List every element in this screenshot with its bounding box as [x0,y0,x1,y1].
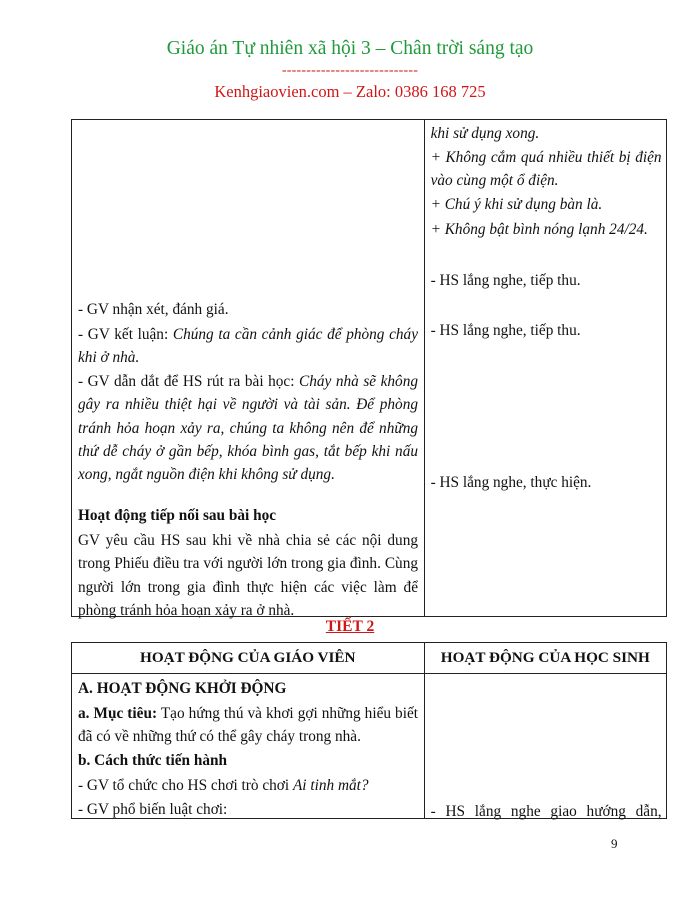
table-header-row [72,643,667,674]
header-contact: Kenhgiaovien.com – Zalo: 0386 168 725 [214,82,486,101]
game-name: Ai tinh mắt? [292,777,369,794]
student-line: - HS lắng nghe, tiếp thu. [430,272,581,289]
step-line: - GV phổ biến luật chơi: [78,801,228,818]
student-line: khi sử dụng xong. [430,125,540,142]
conclusion-text: Chúng ta cần cảnh giác để phòng cháy khi ở nhà. [78,326,418,367]
teacher-activity-cell [72,674,425,819]
header-divider: ---------------------------- [281,63,419,78]
summary-label: - GV dẫn dắt để HS rút ra bài học: [78,373,299,390]
lesson-summary [78,370,418,486]
student-line: - HS lắng nghe, tiếp thu. [430,322,581,339]
goal-text: Tạo hứng thú và khơi gợi những hiểu biết đã có về những thứ có thể gây cháy trong nhà. [78,705,418,746]
step1-text: - GV tổ chức cho HS chơi trò chơi [78,777,293,794]
teacher-conclusion [78,323,418,370]
student-line: + Không cắm quá nhiều thiết bị điện vào cùng một ổ điện. [430,149,662,190]
activity-table [71,642,667,819]
teacher-comment: - GV nhận xét, đánh giá. [78,301,229,318]
teacher-activity-cell [72,120,425,617]
conclusion-label: - GV kết luận: [78,326,173,343]
summary-text: Cháy nhà sẽ không gây ra nhiều thiệt hại về người và tài sản. Để phòng tránh hỏa hoạn xảy ra, chúng ta không nên để những thứ dễ cháy ở gần bếp, khóa bình gas, tắt bếp khi nấu xong, ngắt nguồn điện khi không sử dụng. [78,373,418,484]
goal-label: a. Mục tiêu: [78,705,158,722]
column-header-student: HOẠT ĐỘNG CỦA HỌC SINH [424,643,666,674]
method-heading: b. Cách thức tiến hành [78,752,228,769]
student-activity-cell [424,120,666,617]
goal-paragraph [78,702,418,749]
followup-heading: Hoạt động tiếp nối sau bài học [78,507,277,524]
activity-table-continued [71,119,667,617]
student-activity-cell [424,674,666,819]
followup-text: GV yêu cầu HS sau khi về nhà chia sẻ các nội dung trong Phiếu điều tra với người lớn trong gia đình. Cùng người lớn trong gia đình thực hiện các việc làm để phòng tránh hỏa hoạn xảy ra ở nhà. [78,532,418,619]
student-line: + Không bật bình nóng lạnh 24/24. [430,221,648,238]
section-heading: A. HOẠT ĐỘNG KHỞI ĐỘNG [78,680,287,697]
student-line: - HS lắng nghe giao hướng dẫn, [430,803,662,820]
column-header-teacher: HOẠT ĐỘNG CỦA GIÁO VIÊN [72,643,425,674]
table-row [72,120,667,617]
document-header-title: Giáo án Tự nhiên xã hội 3 – Chân trời sáng tạo [166,38,534,59]
section-label: TIẾT 2 [325,618,375,635]
student-line: - HS lắng nghe, thực hiện. [430,474,592,491]
table-row [72,674,667,819]
step-line [78,774,418,797]
student-line: + Chú ý khi sử dụng bàn là. [430,196,603,213]
page-number: 9 [611,836,618,851]
